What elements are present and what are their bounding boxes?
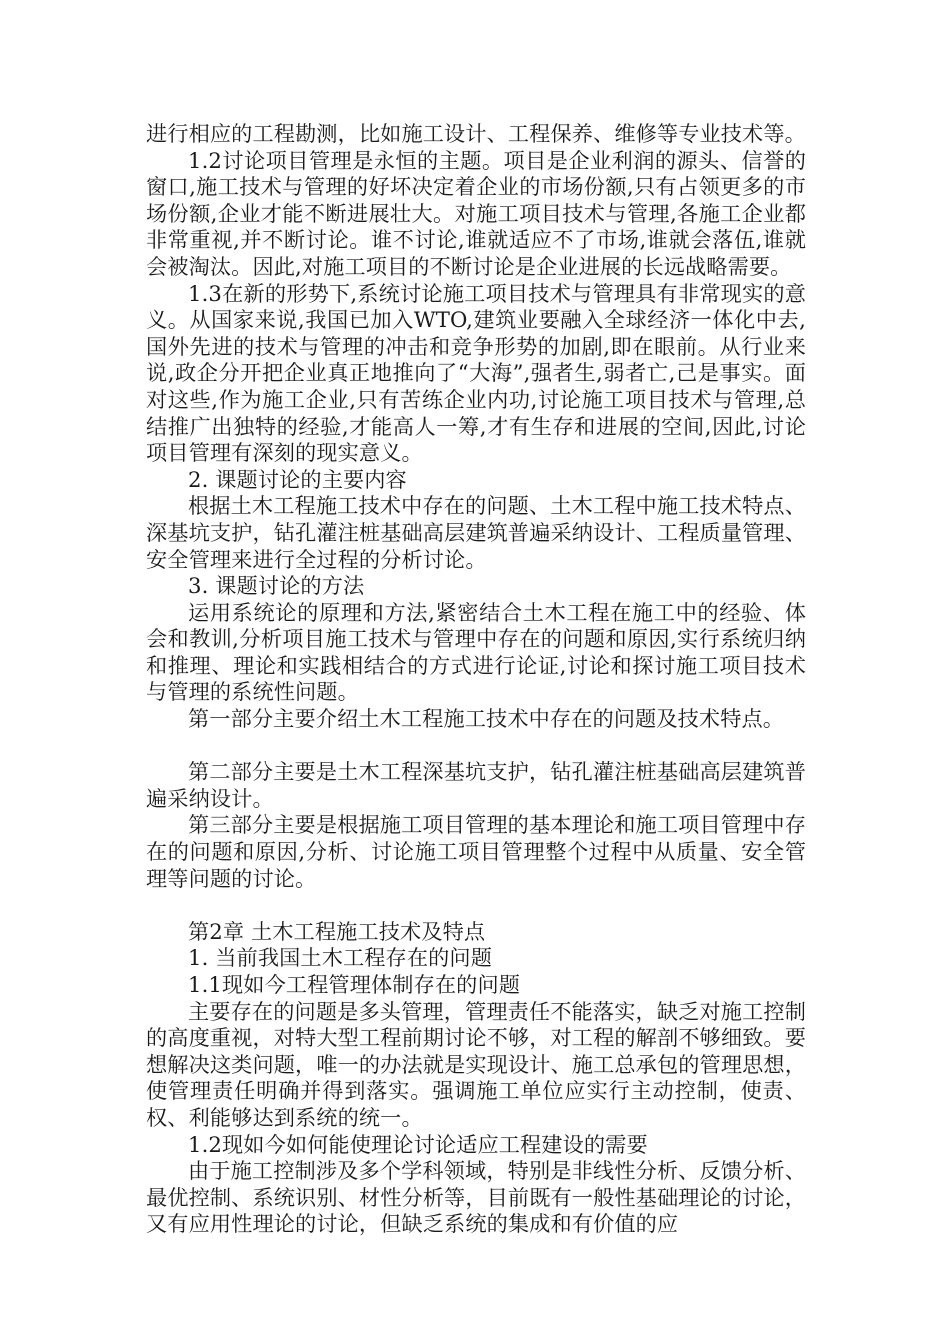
heading-1-current-problems: 1. 当前我国土木工程存在的问题 — [188, 945, 492, 971]
heading-1-1-management-system: 1.1现如今工程管理体制存在的问题 — [188, 972, 521, 997]
heading-1-2-theory-adaptation: 1.2现如今如何能使理论讨论适应工程建设的需要 — [188, 1131, 648, 1157]
paragraph-1-2-project-management: 1.2讨论项目管理是永恒的主题。项目是企业利润的源头、信誉的窗口,施工技术与管理的好坏决定着企业的市场份额,只有占领更多的市场份额,企业才能不断进展壮大。对施工项目技术与管理,各施工企业都非常重视,并不断讨论。谁不讨论,谁就适应不了市场,谁就会落伍,谁就会被淘汰。因此,对施工项目的不断讨论是企业进展的长远战略需要。 — [146, 147, 806, 279]
heading-3-method: 3. 课题讨论的方法 — [188, 573, 365, 599]
paragraph-1-3-new-situation: 1.3在新的形势下,系统讨论施工项目技术与管理具有非常现实的意义。从国家来说,我国已加入WTO,建筑业要融入全球经济一体化中去,国外先进的技术与管理的冲击和竞争形势的加剧,即在眼前。从行业来说,政企分开把企业真正地推向了“大海”,强者生,弱者亡,己是事实。面对这些,作为施工企业,只有苦练企业内功,讨论施工项目技术与管理,总结推广出独特的经验,才能高人一筹,才有生存和进展的空间,因此,讨论项目管理有深刻的现实意义。 — [146, 280, 806, 466]
paragraph-survey-tail: 进行相应的工程勘测，比如施工设计、工程保养、维修等专业技术等。 — [146, 121, 806, 146]
paragraph-management-system: 主要存在的问题是多头管理，管理责任不能落实，缺乏对施工控制的高度重视，对特大型工程前期讨论不够，对工程的解剖不够细致。要想解决这类问题，唯一的办法就是实现设计、施工总承包的管理思想，使管理责任明确并得到落实。强调施工单位应实行主动控制，使责、权、利能够达到系统的统一。 — [146, 998, 806, 1130]
heading-2-main-content: 2. 课题讨论的主要内容 — [188, 466, 407, 492]
paragraph-part-two: 第二部分主要是土木工程深基坑支护，钻孔灌注桩基础高层建筑普遍采纳设计。 — [146, 759, 806, 811]
blank-line — [146, 892, 806, 919]
paragraph-part-one: 第一部分主要介绍土木工程施工技术中存在的问题及技术特点。 — [188, 706, 785, 732]
document-body — [146, 121, 806, 1238]
paragraph-part-three: 第三部分主要是根据施工项目管理的基本理论和施工项目管理中存在的问题和原因,分析、讨论施工项目管理整个过程中从质量、安全管理等问题的讨论。 — [146, 812, 806, 891]
paragraph-construction-control: 由于施工控制涉及多个学科领域，特别是非线性分析、反馈分析、最优控制、系统识别、材性分析等，目前既有一般性基础理论的讨论，又有应用性理论的讨论，但缺乏系统的集成和有价值的应 — [146, 1158, 806, 1237]
paragraph-method: 运用系统论的原理和方法,紧密结合土木工程在施工中的经验、体会和教训,分析项目施工技术与管理中存在的问题和原因,实行系统归纳和推理、理论和实践相结合的方式进行论证,讨论和探讨施工项目技术与管理的系统性问题。 — [146, 599, 806, 705]
paragraph-main-content: 根据土木工程施工技术中存在的问题、土木工程中施工技术特点、深基坑支护，钻孔灌注桩基础高层建筑普遍采纳设计、工程质量管理、安全管理来进行全过程的分析讨论。 — [146, 493, 806, 572]
chapter-2-title: 第2章 土木工程施工技术及特点 — [188, 918, 486, 944]
blank-line — [146, 733, 806, 760]
